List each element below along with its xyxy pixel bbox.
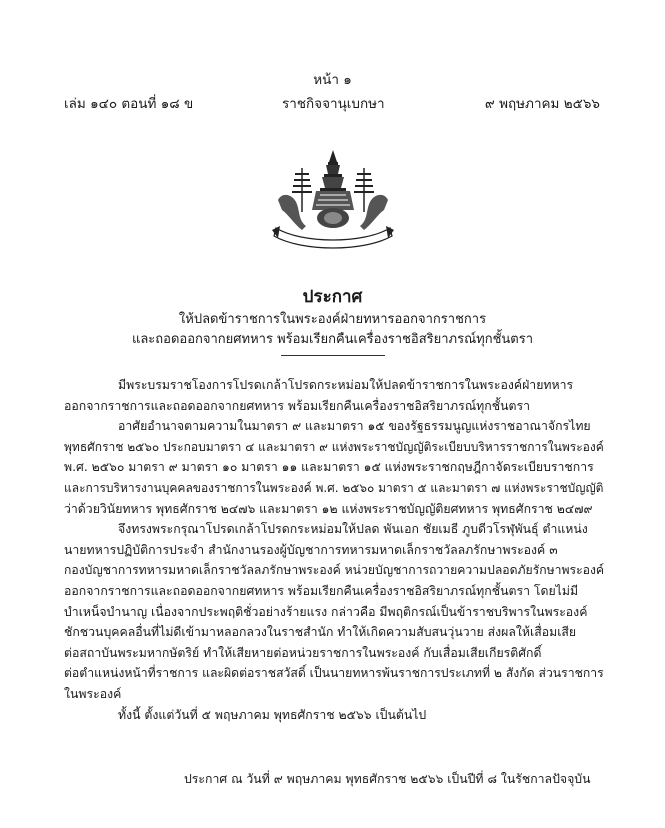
subtitle-line-2: และถอดออกจากยศทหาร พร้อมเรียกคืนเครื่องราชอิสริยาภรณ์ทุกชั้นตรา	[131, 332, 534, 347]
body-line: พ.ศ. ๒๕๖๐ มาตรา ๙ มาตรา ๑๐ มาตรา ๑๑ และมาตรา ๑๕ แห่งพระราชกฤษฎีกาจัดระเบียบราชการ	[64, 460, 594, 475]
body-line: ในพระองค์	[64, 686, 122, 701]
body-line: ออกจากราชการและถอดออกจากยศทหาร พร้อมเรียกคืนเครื่องราชอิสริยาภรณ์ทุกชั้นตรา โดยไม่มี	[64, 583, 579, 598]
body-line: ทั้งนี้ ตั้งแต่วันที่ ๕ พฤษภาคม พุทธศักราช ๒๕๖๖ เป็นต้นไป	[118, 707, 427, 722]
volume-issue: เล่ม ๑๔๐ ตอนที่ ๑๘ ข	[64, 96, 194, 112]
body-line: และการบริหารงานบุคคลของราชการในพระองค์ พ.ศ. ๒๕๖๐ มาตรา ๕ และมาตรา ๗ แห่งพระราชบัญญัติ	[64, 480, 604, 495]
title-divider	[281, 355, 385, 356]
closing-statement: ประกาศ ณ วันที่ ๙ พฤษภาคม พุทธศักราช ๒๕๖๖ เป็นปีที่ ๘ ในรัชกาลปัจจุบัน	[184, 772, 591, 786]
body-line: ชักชวนบุคคลอื่นที่ไม่ดีเข้ามาหลอกลวงในราชสำนัก ทำให้เกิดความสับสนวุ่นวาย ส่งผลให้เสื่อมเสีย	[64, 625, 577, 640]
page-number: หน้า ๑	[313, 72, 352, 88]
body-line: มีพระบรมราชโองการโปรดเกล้าโปรดกระหม่อมให้ปลดข้าราชการในพระองค์ฝ่ายทหาร	[118, 378, 574, 392]
announcement-title: ประกาศ	[302, 287, 363, 307]
body-line: กองบัญชาการทหารมหาดเล็กราชวัลลภรักษาพระองค์ หน่วยบัญชาการถวายความปลอดภัยรักษาพระองค์	[64, 563, 605, 578]
announcement-body	[64, 375, 604, 725]
body-line: ต่อสถาบันพระมหากษัตริย์ ทำให้เสียหายต่อหน่วยราชการในพระองค์ กับเสื่อมเสียเกียรติศักดิ์	[64, 645, 542, 660]
issue-date: ๙ พฤษภาคม ๒๕๖๖	[484, 96, 600, 112]
body-line: ต่อตำแหน่งหน้าที่ราชการ และผิดต่อราชสวัสดิ์ เป็นนายทหารพ้นราชการประเภทที่ ๒ สังกัด ส่วนราชการ	[64, 666, 604, 681]
subtitle-line-1: ให้ปลดข้าราชการในพระองค์ฝ่ายทหารออกจากราชการ	[178, 312, 487, 327]
body-line: ออกจากราชการและถอดออกจากยศทหาร พร้อมเรียกคืนเครื่องราชอิสริยาภรณ์ทุกชั้นตรา	[64, 398, 530, 413]
body-line: อาศัยอำนาจตามความในมาตรา ๙ และมาตรา ๑๕ ของรัฐธรรมนูญแห่งราชอาณาจักรไทย	[118, 419, 591, 434]
gazette-header	[64, 92, 600, 112]
gazette-name: ราชกิจจานุเบกษา	[282, 96, 385, 112]
body-line: ว่าด้วยวินัยทหาร พุทธศักราช ๒๔๗๖ และมาตรา ๑๒ แห่งพระราชบัญญัติยศทหาร พุทธศักราช ๒๔๗๙	[64, 501, 593, 516]
body-line: จึงทรงพระกรุณาโปรดเกล้าโปรดกระหม่อมให้ปลด พันเอก ชัยเมธี ภูบดีวโรฬุพันธุ์ ตำแหน่ง	[118, 522, 588, 537]
royal-emblem-icon	[262, 148, 404, 252]
body-line: พุทธศักราช ๒๕๖๐ ประกอบมาตรา ๔ และมาตรา ๙ แห่งพระราชบัญญัติระเบียบบริหารราชการในพระองค์	[64, 439, 604, 454]
body-line: บำเหน็จบำนาญ เนื่องจากประพฤติชั่วอย่างร้ายแรง กล่าวคือ มีพฤติกรณ์เป็นข้าราชบริพารในพระองค์	[64, 604, 588, 619]
body-line: นายทหารปฏิบัติการประจำ สำนักงานรองผู้บัญชาการทหารมหาดเล็กราชวัลลภรักษาพระองค์ ๓	[64, 542, 558, 557]
